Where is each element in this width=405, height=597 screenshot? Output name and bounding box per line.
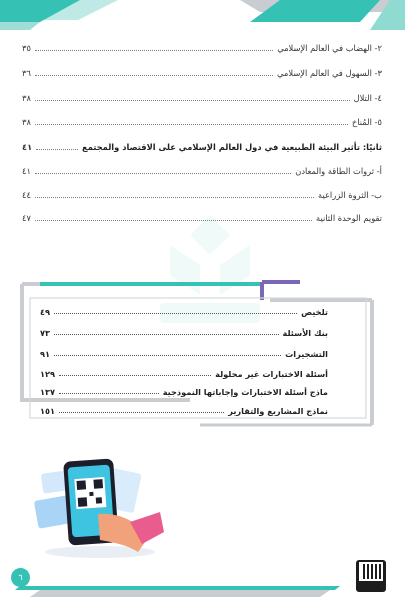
- table-of-contents: [22, 40, 382, 230]
- box-row-page: ٩١: [40, 348, 50, 359]
- box-row[interactable]: [40, 346, 328, 361]
- box-row-page: ٤٩: [40, 306, 50, 317]
- leader-dots: [59, 375, 211, 376]
- box-row[interactable]: [40, 304, 328, 319]
- toc-row[interactable]: [22, 90, 382, 106]
- toc-row-page: ٤١: [22, 142, 33, 152]
- toc-row-page: ٣٦: [22, 68, 31, 78]
- phone-scan-illustration: [30, 452, 170, 562]
- box-row-page: ١٥١: [40, 405, 55, 416]
- toc-row-page: ٤٤: [22, 190, 31, 200]
- box-row[interactable]: [40, 403, 328, 418]
- toc-row-label: ثانيًا: تأثير البيئة الطبيعية في دول العالم الإسلامي على الاقتصاد والمجتمع: [82, 142, 382, 152]
- toc-row[interactable]: [22, 187, 382, 203]
- toc-row[interactable]: [22, 40, 382, 56]
- top-left-stripes-decoration: [0, 0, 130, 32]
- box-row-page: ١٣٧: [40, 386, 55, 397]
- leader-dots: [59, 412, 224, 413]
- toc-row-page: ٣٥: [22, 43, 31, 53]
- page-number: ٦: [11, 568, 30, 587]
- box-row[interactable]: [40, 325, 328, 340]
- toc-row-label: ٤- التلال: [353, 93, 382, 103]
- toc-row[interactable]: [22, 65, 382, 81]
- toc-row-label: تقويم الوحدة الثانية: [316, 213, 382, 223]
- toc-row-page: ٤٧: [22, 213, 31, 223]
- box-row[interactable]: [40, 384, 328, 399]
- leader-dots: [35, 100, 350, 101]
- leader-dots: [54, 355, 281, 356]
- leader-dots: [35, 75, 273, 76]
- leader-dots: [36, 149, 78, 150]
- leader-dots: [35, 173, 291, 174]
- toc-row[interactable]: [22, 139, 382, 155]
- toc-row-page: ٤١: [22, 166, 31, 176]
- bottom-stripes-decoration: [0, 582, 405, 597]
- box-row-label: تلخيص: [301, 306, 328, 317]
- qr-code-icon[interactable]: [356, 560, 386, 592]
- leader-dots: [54, 334, 279, 335]
- toc-row-label: ٣- السهول في العالم الإسلامي: [277, 68, 382, 78]
- box-row-label: ماذج أسئلة الاختبارات وإجاباتها النموذجية: [162, 386, 328, 397]
- leader-dots: [35, 124, 348, 125]
- toc-row-label: أ- ثروات الطاقة والمعادن: [295, 166, 382, 176]
- toc-row-label: ٢- الهضاب في العالم الإسلامي: [277, 43, 382, 53]
- toc-row-label: ب- الثروة الزراعية: [318, 190, 382, 200]
- leader-dots: [35, 197, 314, 198]
- leader-dots: [35, 50, 273, 51]
- box-row-label: التشجيرات: [285, 348, 328, 359]
- qr-code-pattern: [359, 562, 383, 581]
- toc-row-page: ٣٨: [22, 117, 31, 127]
- toc-row-label: ٥- المُناخ: [351, 117, 382, 127]
- box-row-page: ٧٣: [40, 327, 50, 338]
- toc-row-page: ٣٨: [22, 93, 31, 103]
- leader-dots: [59, 393, 159, 394]
- toc-row[interactable]: [22, 163, 382, 179]
- box-row-label: نماذج المشاريع والتقارير: [228, 405, 328, 416]
- box-row-label: أسئلة الاختبارات غير محلولة: [215, 368, 328, 379]
- box-row-page: ١٢٩: [40, 368, 55, 379]
- leader-dots: [54, 313, 297, 314]
- top-right-stripes-decoration: [240, 0, 405, 32]
- box-row[interactable]: [40, 366, 328, 381]
- box-row-label: بنك الأسئلة: [282, 327, 328, 338]
- toc-row[interactable]: [22, 114, 382, 130]
